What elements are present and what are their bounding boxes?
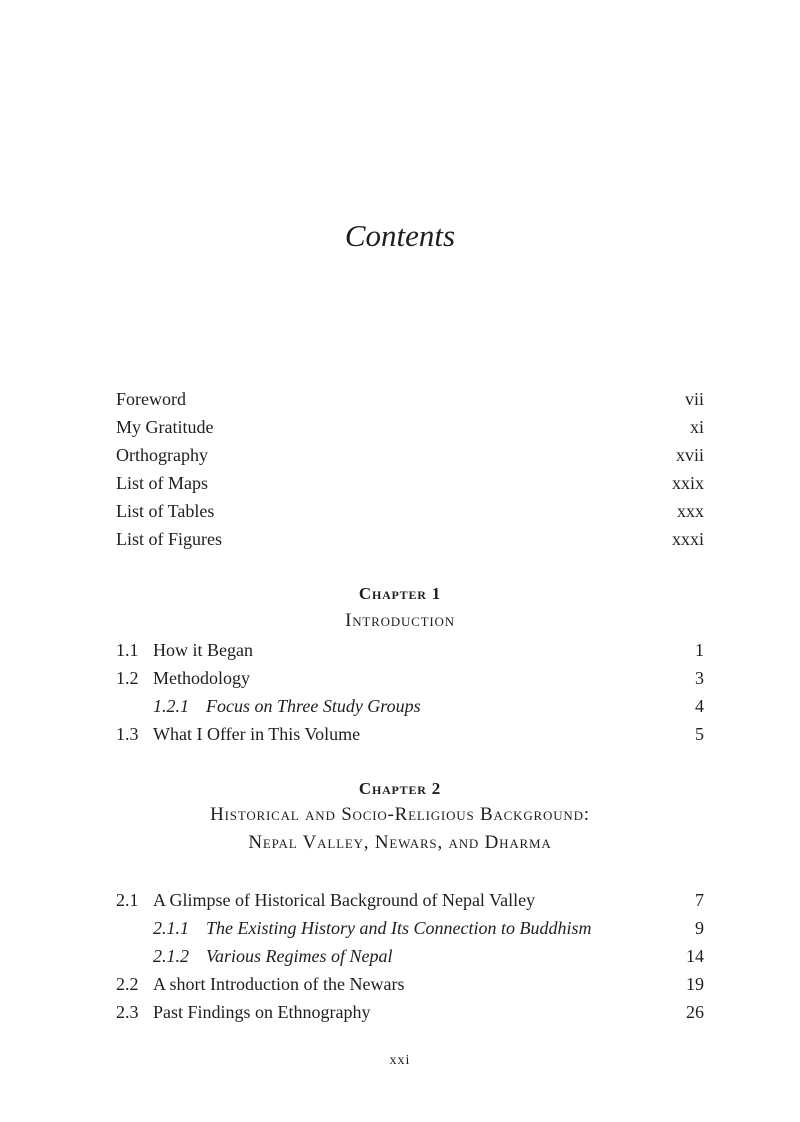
toc-entry-foreword[interactable] bbox=[116, 386, 704, 412]
entry-number: 2.2 bbox=[116, 974, 139, 994]
entry-label: Foreword bbox=[116, 389, 186, 409]
entry-number: 2.1 bbox=[116, 890, 139, 910]
page-title: Contents bbox=[344, 218, 456, 253]
toc-entry-list-of-maps[interactable] bbox=[116, 470, 704, 496]
entry-label: List of Maps bbox=[116, 473, 208, 493]
entry-page: xvii bbox=[675, 445, 704, 465]
toc-entry-2-2[interactable] bbox=[116, 971, 704, 997]
entry-label: The Existing History and Its Connection to Buddhism bbox=[206, 918, 592, 938]
toc-entry-1-3[interactable] bbox=[116, 721, 704, 747]
entry-label: List of Figures bbox=[116, 529, 222, 549]
entry-label: Focus on Three Study Groups bbox=[206, 696, 421, 716]
entry-number: 2.3 bbox=[116, 1002, 139, 1022]
entry-page: 9 bbox=[695, 918, 704, 938]
entry-page: 14 bbox=[686, 946, 704, 966]
toc-entry-2-1[interactable] bbox=[116, 887, 704, 913]
toc-entry-orthography[interactable] bbox=[116, 442, 704, 468]
chapter-1-title: Introduction bbox=[345, 610, 455, 631]
entry-page: xxx bbox=[677, 501, 704, 521]
entry-label: Methodology bbox=[153, 668, 250, 688]
entry-number: 1.2 bbox=[116, 668, 139, 688]
entry-page: 7 bbox=[695, 890, 704, 910]
toc-entry-2-1-2[interactable] bbox=[116, 943, 704, 969]
entry-label: What I Offer in This Volume bbox=[153, 724, 361, 744]
chapter-2-number: Chapter 2 bbox=[358, 779, 442, 798]
toc-entry-2-1-1[interactable] bbox=[116, 915, 704, 941]
chapter-2-title-line-1: Historical and Socio-Religious Background: bbox=[210, 804, 590, 825]
entry-page: 4 bbox=[695, 696, 704, 716]
toc-entry-gratitude[interactable] bbox=[116, 414, 704, 440]
entry-label: A short Introduction of the Newars bbox=[153, 974, 405, 994]
entry-number: 2.1.2 bbox=[153, 946, 189, 966]
toc-entry-1-1[interactable] bbox=[116, 637, 704, 663]
entry-page: 5 bbox=[695, 724, 704, 744]
toc-entry-2-3[interactable] bbox=[116, 999, 704, 1025]
entry-label: Orthography bbox=[116, 445, 208, 465]
entry-page: vii bbox=[684, 389, 704, 409]
entry-number: 2.1.1 bbox=[153, 918, 189, 938]
entry-label: My Gratitude bbox=[116, 417, 214, 437]
entry-page: 3 bbox=[695, 668, 704, 688]
entry-label: Past Findings on Ethnography bbox=[153, 1002, 371, 1022]
entry-label: How it Began bbox=[153, 640, 253, 660]
entry-page: xxxi bbox=[671, 529, 704, 549]
entry-page: xxix bbox=[671, 473, 704, 493]
entry-label: Various Regimes of Nepal bbox=[206, 946, 393, 966]
entry-number: 1.1 bbox=[116, 640, 139, 660]
entry-page: 19 bbox=[686, 974, 704, 994]
entry-number: 1.3 bbox=[116, 724, 139, 744]
toc-entry-list-of-figures[interactable] bbox=[116, 526, 704, 552]
entry-page: xi bbox=[689, 417, 704, 437]
toc-entry-1-2[interactable] bbox=[116, 665, 704, 691]
entry-page: 1 bbox=[695, 640, 704, 660]
entry-label: A Glimpse of Historical Background of Nepal Valley bbox=[153, 890, 536, 910]
toc-entry-1-2-1[interactable] bbox=[116, 693, 704, 719]
entry-page: 26 bbox=[686, 1002, 704, 1022]
page-folio: xxi bbox=[389, 1053, 411, 1068]
entry-label: List of Tables bbox=[116, 501, 215, 521]
toc-entry-list-of-tables[interactable] bbox=[116, 498, 704, 524]
chapter-1-number: Chapter 1 bbox=[358, 584, 442, 603]
chapter-2-title-line-2: Nepal Valley, Newars, and Dharma bbox=[248, 832, 552, 853]
entry-number: 1.2.1 bbox=[153, 696, 189, 716]
